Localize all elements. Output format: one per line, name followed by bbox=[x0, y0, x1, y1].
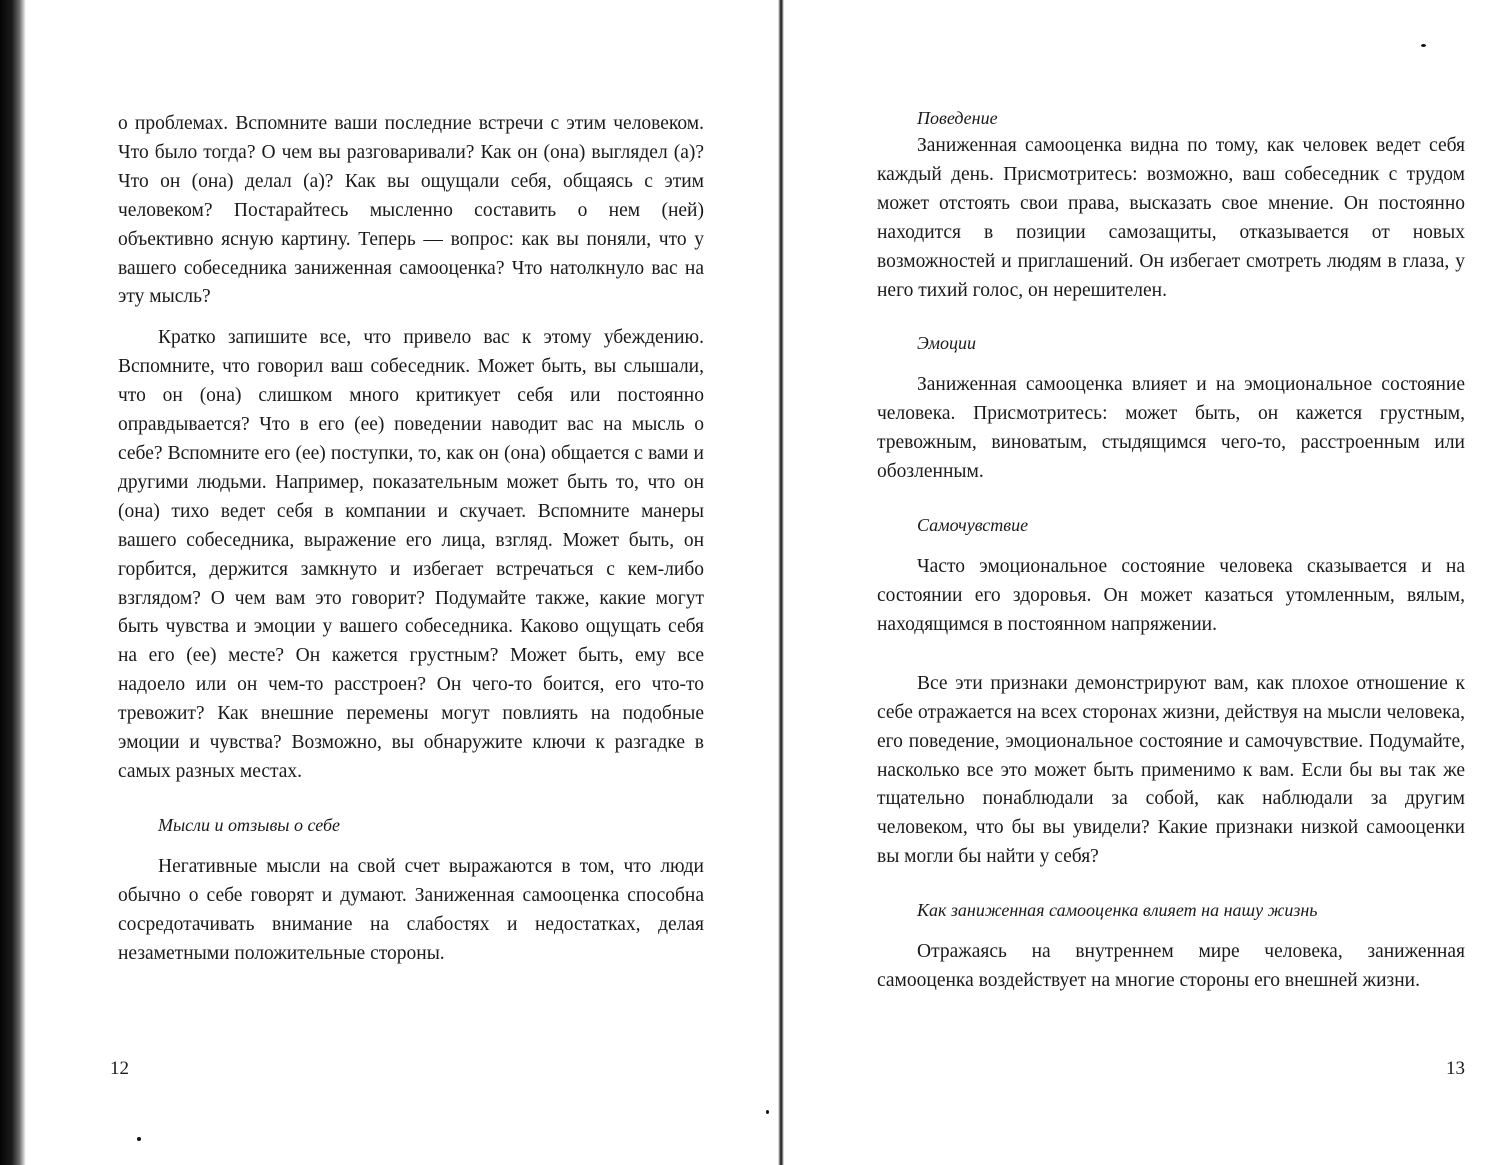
left-page-text bbox=[118, 110, 704, 968]
paragraph: Кратко запишите все, что привело вас к этому убеждению. Вспомните, что говорил ваш собеседник. Может быть, вы слышали, что он (она) слишком много критикует себя или постоянно оправдывается? Что в его (ее) поведении наводит вас на мысль о себе? Вспомните его (ее) поступки, то, как он (она) общается с вами и другими людьми. Например, показательным может быть то, что он (она) тихо ведет себя в компании и скучает. Вспомните манеры вашего собеседника, выражение его лица, взгляд. Может быть, он горбится, держится замкнуто и избегает встречаться с кем-либо взглядом? О чем вам это говорит? Подумайте также, какие могут быть чувства и эмоции у вашего собеседника. Каково ощущать себя на его (ее) месте? Он кажется грустным? Может быть, ему все надоело или он чем-то расстроен? Он чего-то боится, его что-то тревожит? Как внешние перемены могут повлиять на подобные эмоции и чувства? Возможно, вы обнаружите ключи к разгадке в самых разных местах. bbox=[118, 327, 704, 782]
paragraph: Заниженная самооценка видна по тому, как человек ведет себя каждый день. Присмотритесь: возможно, ваш собеседник с трудом может отстоять свои права, высказать свое мнение. Он постоянно находится в позиции самозащиты, отказывается от новых возможностей и приглашений. Он избегает смотреть людям в глаза, у него тихий голос, он нерешителен. bbox=[877, 135, 1465, 301]
section-heading: Мысли и отзывы о себе bbox=[158, 814, 341, 835]
section-heading: Как заниженная самооценка влияет на нашу жизнь bbox=[917, 900, 1318, 921]
page-edge-shadow bbox=[0, 0, 26, 1165]
section-heading: Самочувствие bbox=[917, 515, 1029, 536]
book-gutter bbox=[778, 0, 784, 1165]
page-number: 12 bbox=[110, 1058, 129, 1079]
right-page-text bbox=[877, 104, 1465, 996]
right-page bbox=[877, 0, 1465, 1165]
page-number: 13 bbox=[1446, 1058, 1465, 1079]
section-heading: Эмоции bbox=[917, 333, 977, 354]
paragraph: Негативные мысли на свой счет выражаются в том, что люди обычно о себе говорят и думают. Заниженная самооценка способна сосредотачивать внимание на слабостях и недостатках, делая незаметными положительные стороны. bbox=[118, 855, 704, 964]
scan-speck bbox=[766, 1110, 769, 1114]
section-heading: Поведение bbox=[917, 108, 998, 128]
paragraph: Заниженная самооценка влияет и на эмоциональное состояние человека. Присмотритесь: может быть, он кажется грустным, тревожным, виноватым, стыдящимся чего-то, расстроенным или обозленным. bbox=[877, 374, 1465, 483]
paragraph: о проблемах. Вспомните ваши последние встречи с этим человеком. Что было тогда? О чем вы разговаривали? Как он (она) выглядел (а)? Что он (она) делал (а)? Как вы ощущали себя, общаясь с этим человеком? Постарайтесь мысленно составить о нем (ней) объективно ясную картину. Теперь — вопрос: как вы поняли, что у вашего собеседника заниженная самооценка? Что натолкнуло вас на эту мысль? bbox=[118, 113, 704, 308]
paragraph: Отражаясь на внутреннем мире человека, заниженная самооценка воздействует на многие стороны его внешней жизни. bbox=[877, 941, 1465, 992]
paragraph: Часто эмоциональное состояние человека сказывается и на состоянии его здоровья. Он может казаться утомленным, вялым, находящимся в постоянном напряжении. bbox=[877, 556, 1465, 635]
paragraph: Все эти признаки демонстрируют вам, как плохое отношение к себе отражается на всех сторонах жизни, действуя на мысли человека, его поведение, эмоциональное состояние и самочувствие. Подумайте, насколько все это может быть применимо к вам. Если бы вы так же тщательно понаблюдали за собой, как наблюдали за другим человеком, что бы вы увидели? Какие признаки низкой самооценки вы могли бы найти у себя? bbox=[877, 672, 1465, 868]
left-page bbox=[110, 0, 704, 1165]
